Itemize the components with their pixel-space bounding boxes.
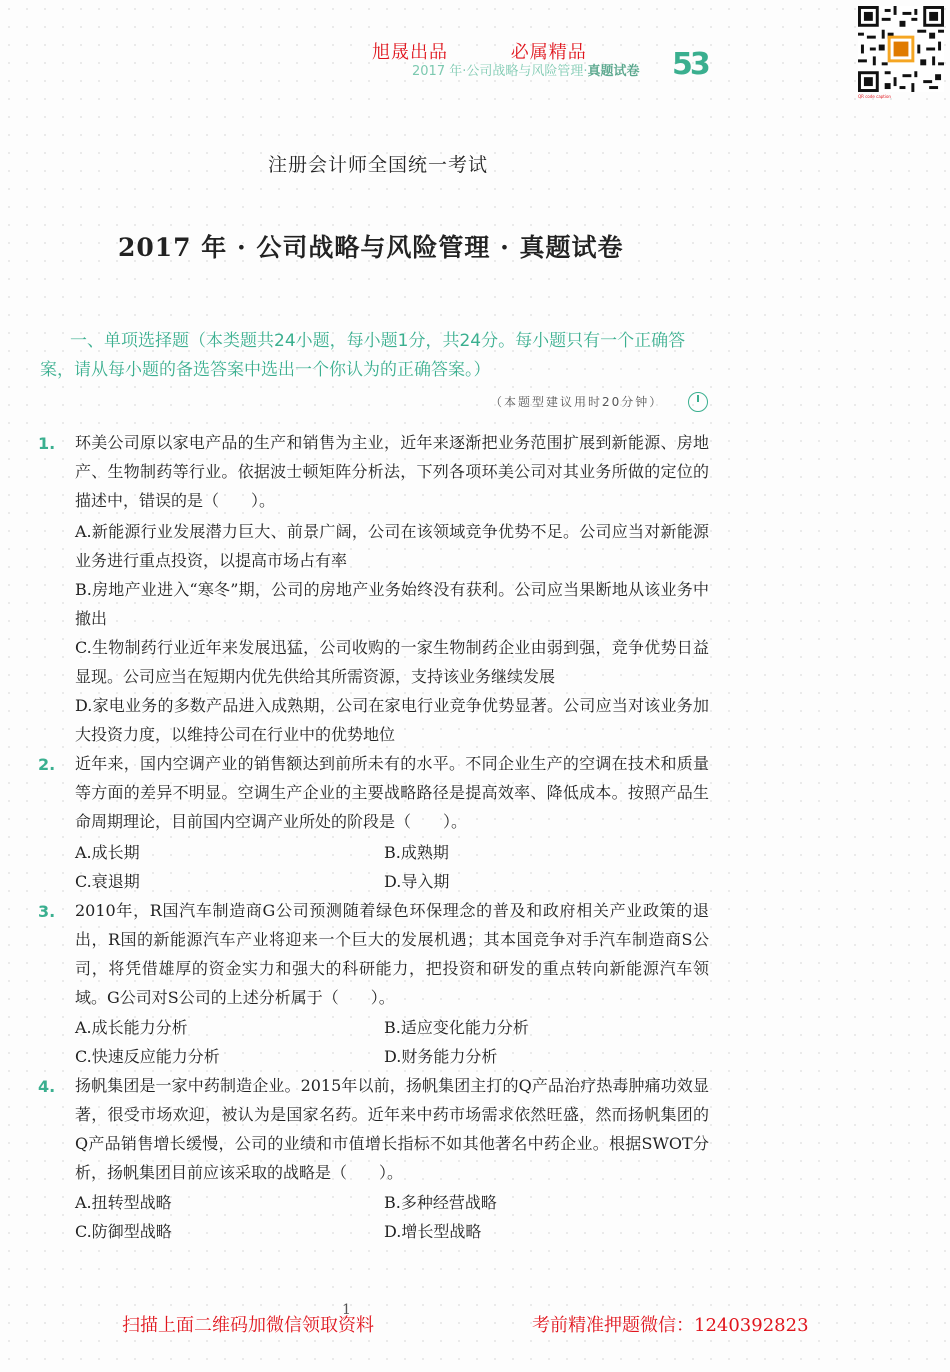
question-stem: 环美公司原以家电产品的生产和销售为主业，近年来逐渐把业务范围扩展到新能源、房地产、生物制药等行业。依据波士顿矩阵分析法，下列各项环美公司对其业务所做的定位的描述中，错误的是（ ）。: [75, 433, 709, 510]
option-d: D.增长型战略: [384, 1222, 482, 1241]
option-a: A.新能源行业发展潜力巨大、前景广阔，公司在该领域竞争优势不足。公司应当对新能源业务进行重点投资，以提高市场占有率: [75, 522, 709, 570]
question-stem: 近年来，国内空调产业的销售额达到前所未有的水平。不同企业生产的空调在技术和质量等方面的差异不明显。空调生产企业的主要战略路径是提高效率、降低成本。按照产品生命周期理论，目前国内空调产业所处的阶段是（ ）。: [75, 754, 709, 831]
page-title: 2017 年 · 公司战略与风险管理 · 真题试卷: [118, 233, 624, 262]
option-c: C.生物制药行业近年来发展迅猛，公司收购的一家生物制药企业由弱到强，竞争优势日益显现。公司应当在短期内优先供给其所需资源，支持该业务继续发展: [75, 638, 709, 686]
question-number: 4.: [38, 1077, 56, 1096]
question-number: 3.: [38, 902, 56, 921]
brand-right: 必属精品: [510, 42, 587, 63]
option-d: D.家电业务的多数产品进入成熟期，公司在家电行业竞争优势显著。公司应当对该业务加大投资力度，以维持公司在行业中的优势地位: [75, 696, 709, 744]
page-number: 1: [342, 1302, 351, 1318]
question-number: 1.: [38, 434, 56, 453]
footer-left-promo: 扫描上面二维码加微信领取资料: [122, 1315, 374, 1336]
clock-icon: [688, 392, 708, 412]
option-c: C.快速反应能力分析: [75, 1047, 220, 1066]
option-d: D.财务能力分析: [384, 1047, 498, 1066]
qr-caption: QR code caption: [858, 94, 891, 99]
option-a: A.成长能力分析: [75, 1018, 188, 1037]
header-subtitle: [412, 60, 640, 79]
option-a: A.成长期: [75, 843, 140, 862]
qr-code-icon: [858, 6, 944, 92]
option-c: C.衰退期: [75, 872, 140, 891]
option-d: D.导入期: [384, 872, 450, 891]
exam-name: 注册会计师全国统一考试: [268, 154, 489, 176]
option-b: B.多种经营战略: [384, 1193, 497, 1212]
section-heading: 一、单项选择题（本类题共24小题，每小题1分，共24分。每小题只有一个正确答案，请从每小题的备选答案中选出一个你认为的正确答案。）: [40, 331, 686, 380]
header-subtitle-prefix: 2017 年·公司战略与风险管理·: [412, 64, 588, 79]
option-b: B.成熟期: [384, 843, 449, 862]
question-number: 2.: [38, 755, 56, 774]
footer-right-promo: 考前精准押题微信：1240392823: [532, 1315, 809, 1336]
option-a: A.扭转型战略: [75, 1193, 172, 1212]
header-subtitle-bold: 真题试卷: [587, 64, 640, 79]
option-b: B.适应变化能力分析: [384, 1018, 529, 1037]
option-b: B.房地产业进入“寒冬”期，公司的房地产业务始终没有获利。公司应当果断地从该业务中撤出: [75, 580, 709, 628]
option-c: C.防御型战略: [75, 1222, 172, 1241]
logo-53: 53: [672, 47, 708, 82]
question-stem: 2010年，R国汽车制造商G公司预测随着绿色环保理念的普及和政府相关产业政策的退出，R国的新能源汽车产业将迎来一个巨大的发展机遇；其本国竞争对手汽车制造商S公司，将凭借雄厚的资金实力和强大的科研能力，把投资和研发的重点转向新能源汽车领域。G公司对S公司的上述分析属于（ ）。: [75, 901, 709, 1007]
brand-left: 旭晟出品: [372, 42, 448, 63]
time-hint: （本题型建议用时20分钟）: [490, 395, 664, 409]
question-stem: 扬帆集团是一家中药制造企业。2015年以前，扬帆集团主打的Q产品治疗热毒肿痛功效显著，很受市场欢迎，被认为是国家名药。近年来中药市场需求依然旺盛，然而扬帆集团的Q产品销售增长缓慢，公司的业绩和市值增长指标不如其他著名中药企业。根据SWOT分析，扬帆集团目前应该采取的战略是（ ）。: [75, 1076, 709, 1182]
